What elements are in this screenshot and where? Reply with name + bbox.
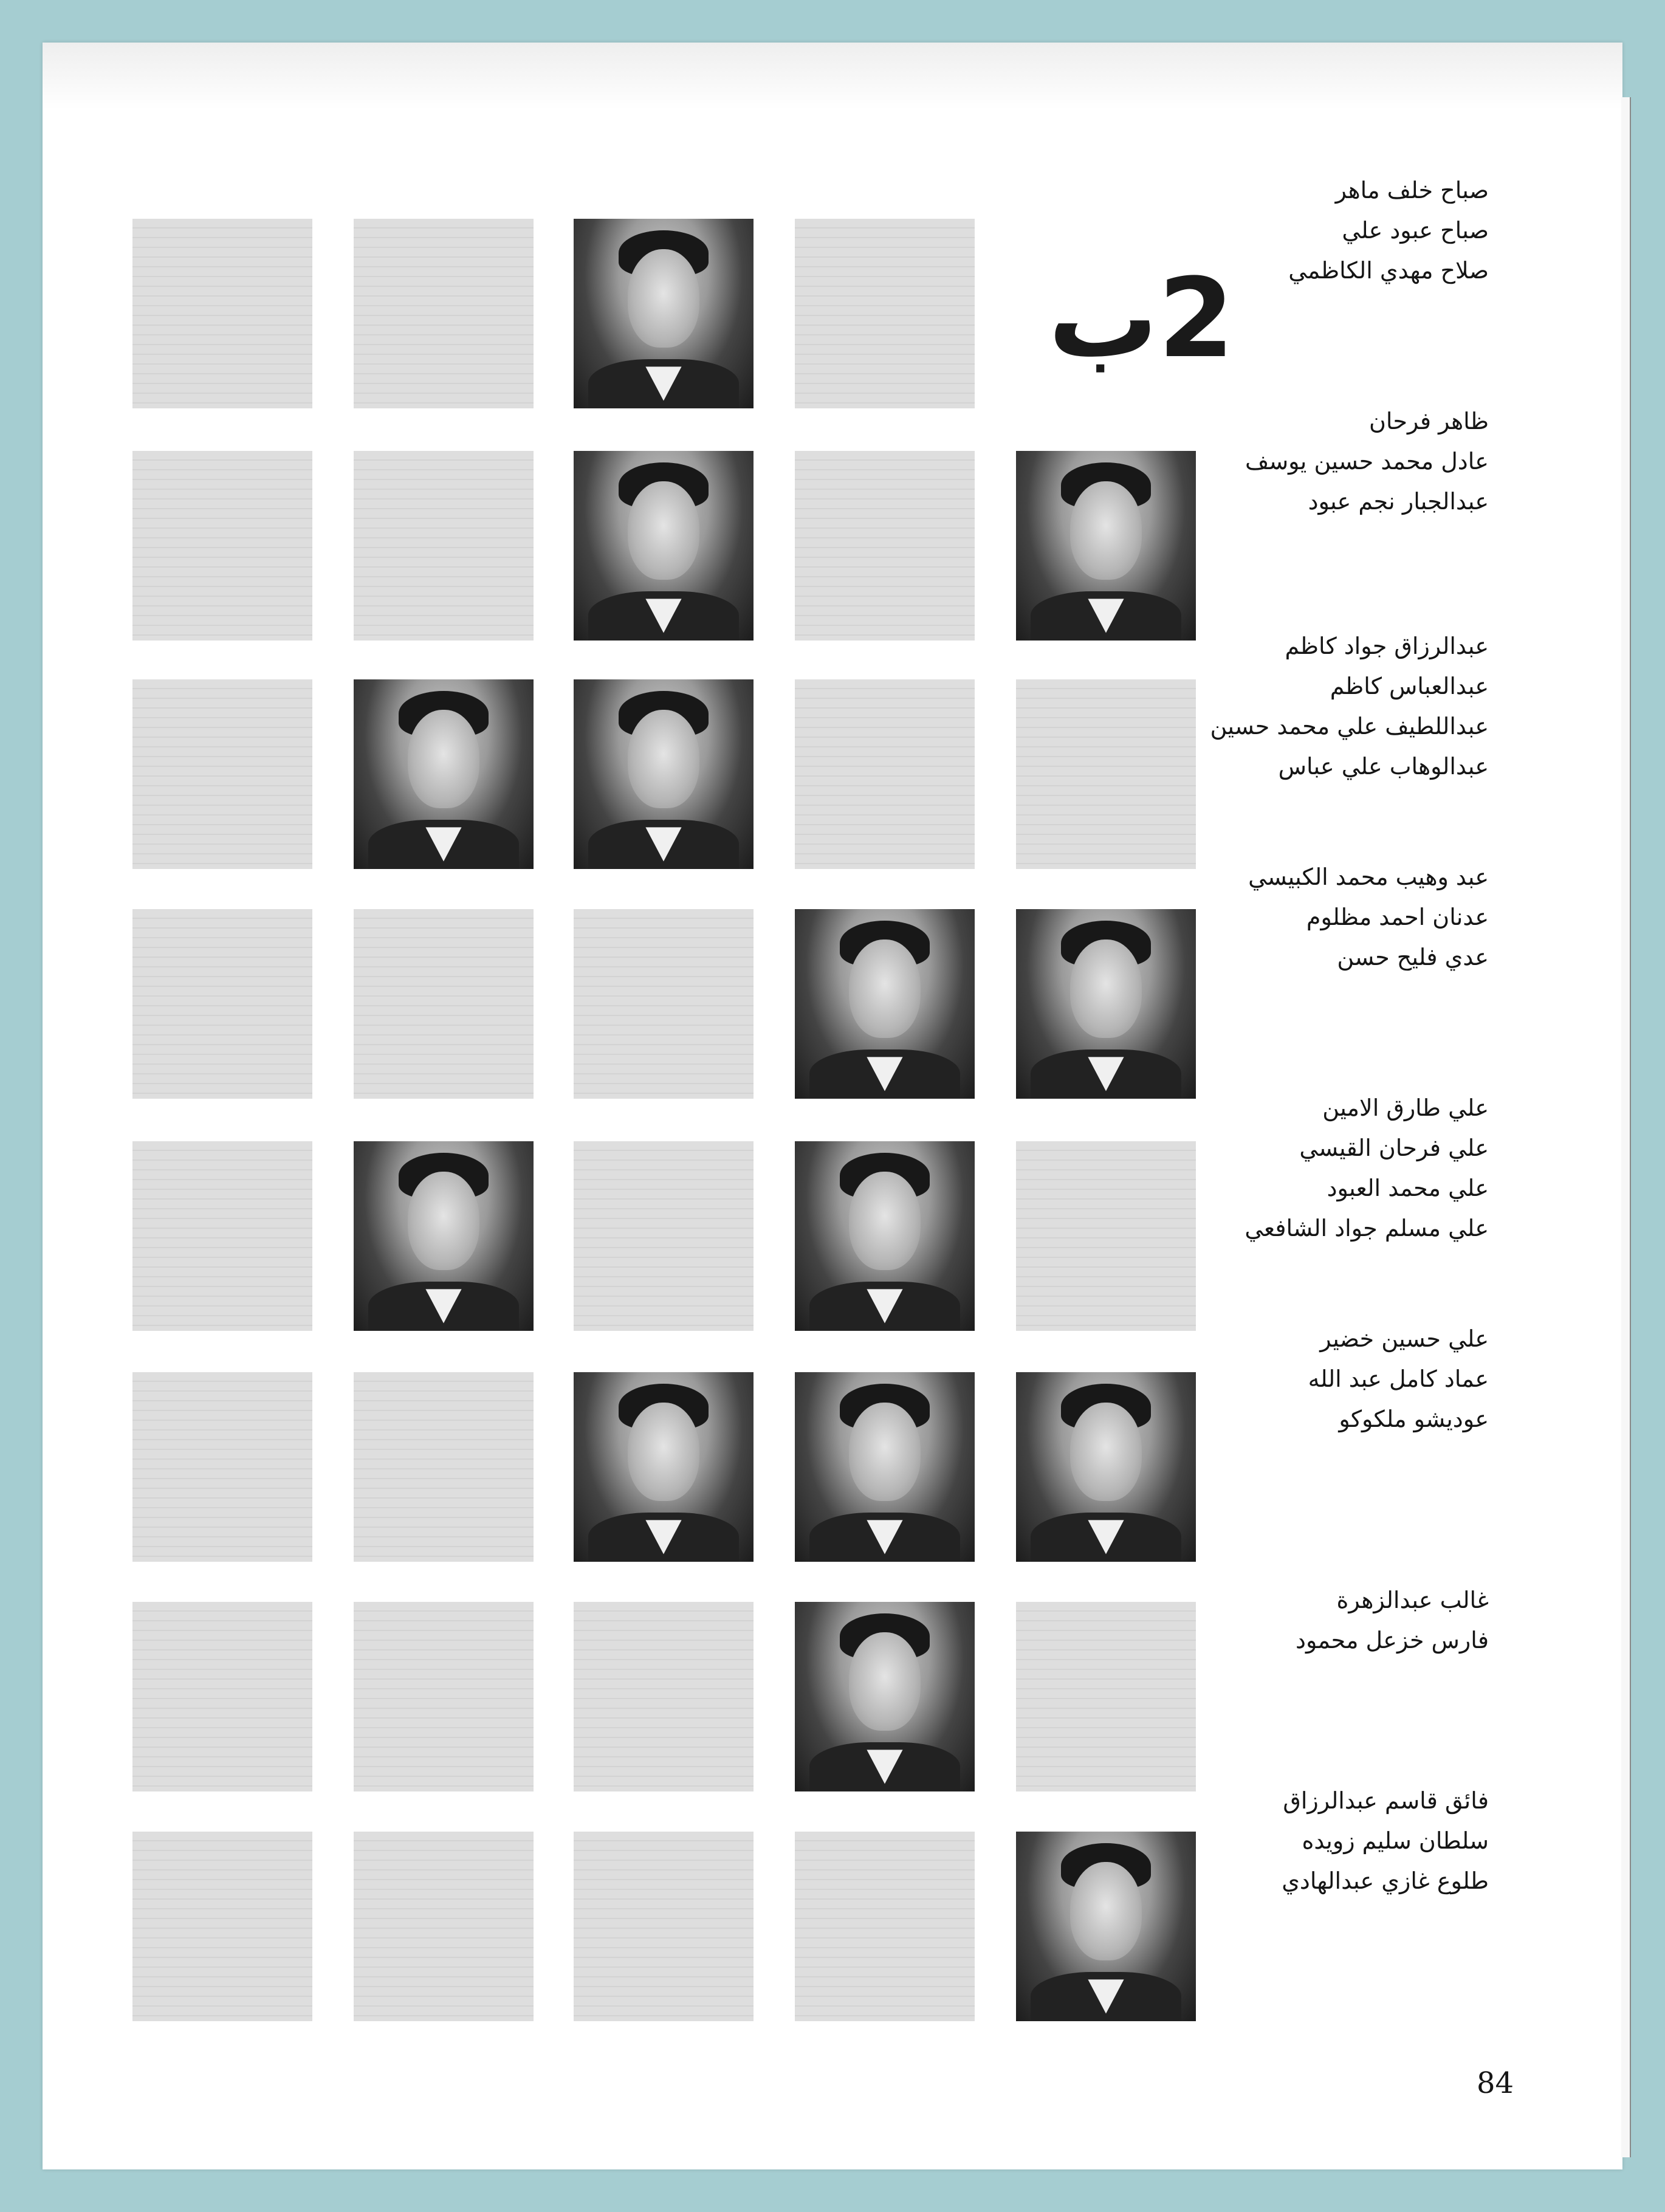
empty-photo-slot [132,679,312,869]
student-name: سلطان سليم زويده [1302,1827,1489,1854]
student-name: صلاح مهدي الكاظمي [1288,257,1489,284]
student-name: فارس خزعل محمود [1296,1627,1489,1654]
photo-face [628,481,699,580]
yearbook-page [43,43,1622,2169]
empty-photo-slot [574,1141,754,1331]
student-photo [574,219,754,408]
photo-face [849,939,921,1038]
student-photo [354,679,534,869]
empty-photo-slot [354,909,534,1099]
student-name: علي حسين خضير [1320,1325,1489,1352]
student-photo [1016,451,1196,641]
photo-face [849,1403,921,1501]
student-names-block [1234,401,1489,521]
page-top-shadow [43,43,1622,109]
student-name: عبد وهيب محمد الكبيسي [1248,864,1489,890]
empty-photo-slot [354,1372,534,1562]
photo-face [849,1632,921,1731]
student-photo [795,1602,975,1791]
student-name: صباح عبود علي [1342,217,1489,244]
page-number: 84 [1477,2066,1514,2100]
empty-photo-slot [795,219,975,408]
empty-photo-slot [132,1372,312,1562]
student-photo [574,679,754,869]
empty-photo-slot [574,909,754,1099]
student-names-block [1234,1580,1489,1660]
photo-face [628,1403,699,1501]
empty-photo-slot [574,1832,754,2021]
student-photo [574,1372,754,1562]
student-photo [574,451,754,641]
student-photo [1016,909,1196,1099]
student-names-block [1234,1088,1489,1248]
empty-photo-slot [132,1141,312,1331]
student-name: فائق قاسم عبدالرزاق [1283,1787,1489,1814]
student-name: صباح خلف ماهر [1335,177,1489,204]
student-photo [1016,1832,1196,2021]
photo-face [1070,1862,1142,1960]
student-names-block [1210,626,1489,786]
student-name: طلوع غازي عبدالهادي [1282,1867,1489,1894]
student-name: علي محمد العبود [1327,1175,1489,1201]
photo-face [1070,939,1142,1038]
student-photo [1016,1372,1196,1562]
empty-photo-slot [132,909,312,1099]
section-label: 2ب [1048,255,1235,382]
student-name: عبدالعباس كاظم [1330,673,1489,699]
student-name: عادل محمد حسين يوسف [1245,448,1489,475]
empty-photo-slot [574,1602,754,1791]
student-name: عوديشو ملكوكو [1339,1406,1489,1432]
photo-face [849,1172,921,1270]
student-name: عبدالجبار نجم عبود [1308,488,1489,515]
student-name: ظاهر فرحان [1368,408,1489,434]
photo-face [628,249,699,348]
empty-photo-slot [795,1832,975,2021]
photo-face [1070,481,1142,580]
empty-photo-slot [795,679,975,869]
photo-face [1070,1403,1142,1501]
photo-face [408,1172,479,1270]
student-names-block [1234,1781,1489,1901]
student-name: عدي فليح حسن [1337,944,1489,970]
student-name: علي طارق الامين [1322,1094,1489,1121]
student-photo [795,1141,975,1331]
student-photo [795,909,975,1099]
page-right-edge [1621,97,1631,2157]
student-name: غالب عبدالزهرة [1336,1587,1489,1613]
student-photo [795,1372,975,1562]
student-name: عبدالرزاق جواد كاظم [1285,633,1489,659]
student-name: عبدالوهاب علي عباس [1278,753,1489,780]
empty-photo-slot [1016,679,1196,869]
empty-photo-slot [1016,1141,1196,1331]
photo-face [408,710,479,808]
photo-face [628,710,699,808]
student-names-block [1234,1319,1489,1439]
empty-photo-slot [354,1832,534,2021]
student-names-block [1234,857,1489,977]
empty-photo-slot [795,451,975,641]
student-names-block [1234,170,1489,290]
student-name: علي فرحان القيسي [1299,1135,1489,1161]
empty-photo-slot [1016,1602,1196,1791]
student-photo [354,1141,534,1331]
empty-photo-slot [354,451,534,641]
empty-photo-slot [132,1832,312,2021]
empty-photo-slot [354,219,534,408]
empty-photo-slot [132,1602,312,1791]
student-name: عدنان احمد مظلوم [1306,904,1489,930]
empty-photo-slot [132,451,312,641]
empty-photo-slot [132,219,312,408]
student-name: علي مسلم جواد الشافعي [1244,1215,1489,1242]
student-name: عبداللطيف علي محمد حسين [1210,713,1489,740]
student-name: عماد كامل عبد الله [1308,1365,1489,1392]
empty-photo-slot [354,1602,534,1791]
